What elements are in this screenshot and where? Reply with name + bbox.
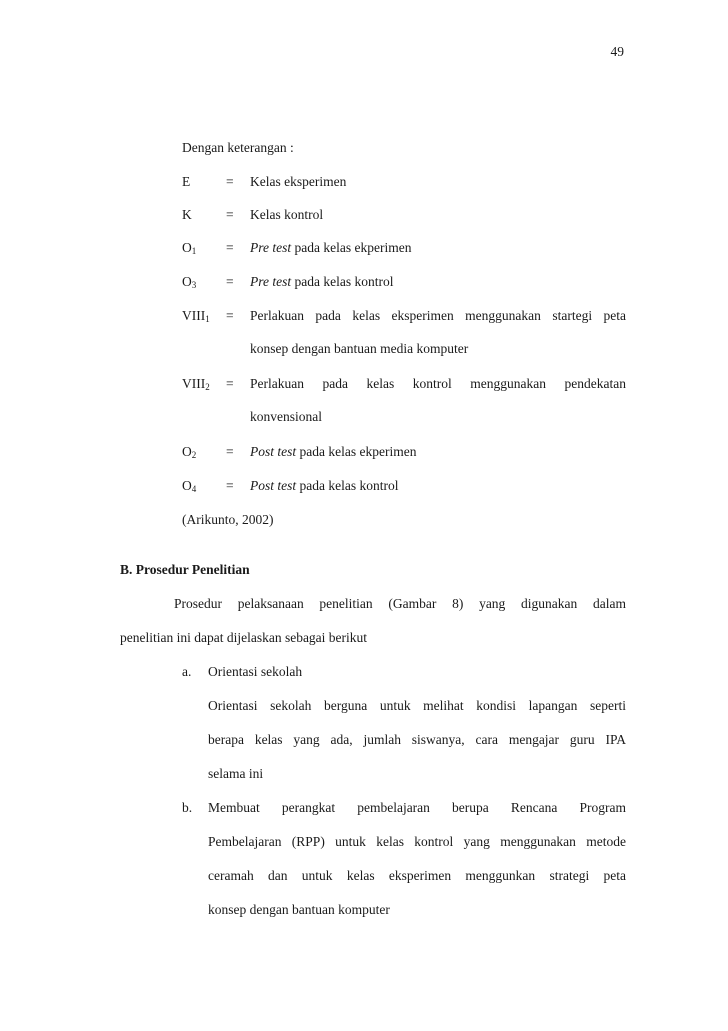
def-equals: =: [226, 444, 234, 459]
def-equals: =: [226, 478, 234, 493]
def-desc-viii2-line2: konvensional: [250, 409, 322, 424]
def-equals: =: [226, 274, 234, 289]
list-item-line: Orientasi sekolah berguna untuk melihat kondisi lapangan seperti: [208, 698, 626, 713]
def-desc-o1: Pre test pada kelas ekperimen: [250, 240, 412, 255]
def-desc-o3: Pre test pada kelas kontrol: [250, 274, 394, 289]
def-symbol-o4: $O_4$: [182, 478, 197, 494]
def-equals: =: [226, 308, 234, 323]
def-equals: =: [226, 240, 234, 255]
list-item-line: konsep dengan bantuan komputer: [208, 902, 390, 917]
def-symbol-o1: $O_1$: [182, 240, 197, 256]
page-number: 49: [610, 44, 624, 59]
def-symbol-o2: $O_2$: [182, 444, 197, 460]
def-desc-o2: Post test pada kelas ekperimen: [250, 444, 417, 459]
def-desc-e: Kelas eksperimen: [250, 174, 347, 189]
list-marker-a: a.: [182, 664, 192, 679]
def-symbol-k: K: [182, 207, 192, 222]
def-equals: =: [226, 207, 234, 222]
list-item-line: selama ini: [208, 766, 264, 781]
def-symbol-e: E: [182, 174, 191, 189]
list-item-line: Membuat perangkat pembelajaran berupa Rencana Program: [208, 800, 626, 815]
list-item-line: Pembelajaran (RPP) untuk kelas kontrol yang menggunakan metode: [208, 834, 626, 849]
paragraph-line-1: Prosedur pelaksanaan penelitian (Gambar 8) yang digunakan dalam: [174, 596, 626, 611]
def-desc-viii1-line1: Perlakuan pada kelas eksperimen menggunakan startegi peta: [250, 308, 626, 323]
def-desc-viii2-line1: Perlakuan pada kelas kontrol menggunakan pendekatan: [250, 376, 626, 391]
section-heading: B. Prosedur Penelitian: [120, 562, 250, 577]
def-symbol-viii2: $VIII_2$: [182, 376, 210, 392]
def-equals: =: [226, 174, 234, 189]
def-equals: =: [226, 376, 234, 391]
def-desc-k: Kelas kontrol: [250, 207, 324, 222]
citation: (Arikunto, 2002): [182, 512, 274, 527]
def-symbol-o3: $O_3$: [182, 274, 197, 290]
paragraph-line-2: penelitian ini dapat dijelaskan sebagai berikut: [120, 630, 368, 645]
list-item-line: ceramah dan untuk kelas eksperimen menggunkan strategi peta: [208, 868, 626, 883]
def-symbol-viii1: $VIII_1$: [182, 308, 210, 324]
def-desc-o4: Post test pada kelas kontrol: [250, 478, 399, 493]
def-desc-viii1-line2: konsep dengan bantuan media komputer: [250, 341, 469, 356]
list-item-title: Orientasi sekolah: [208, 664, 303, 679]
list-marker-b: b.: [182, 800, 193, 815]
list-item-line: berapa kelas yang ada, jumlah siswanya, cara mengajar guru IPA: [208, 732, 626, 747]
definitions-intro: Dengan keterangan :: [182, 140, 294, 155]
